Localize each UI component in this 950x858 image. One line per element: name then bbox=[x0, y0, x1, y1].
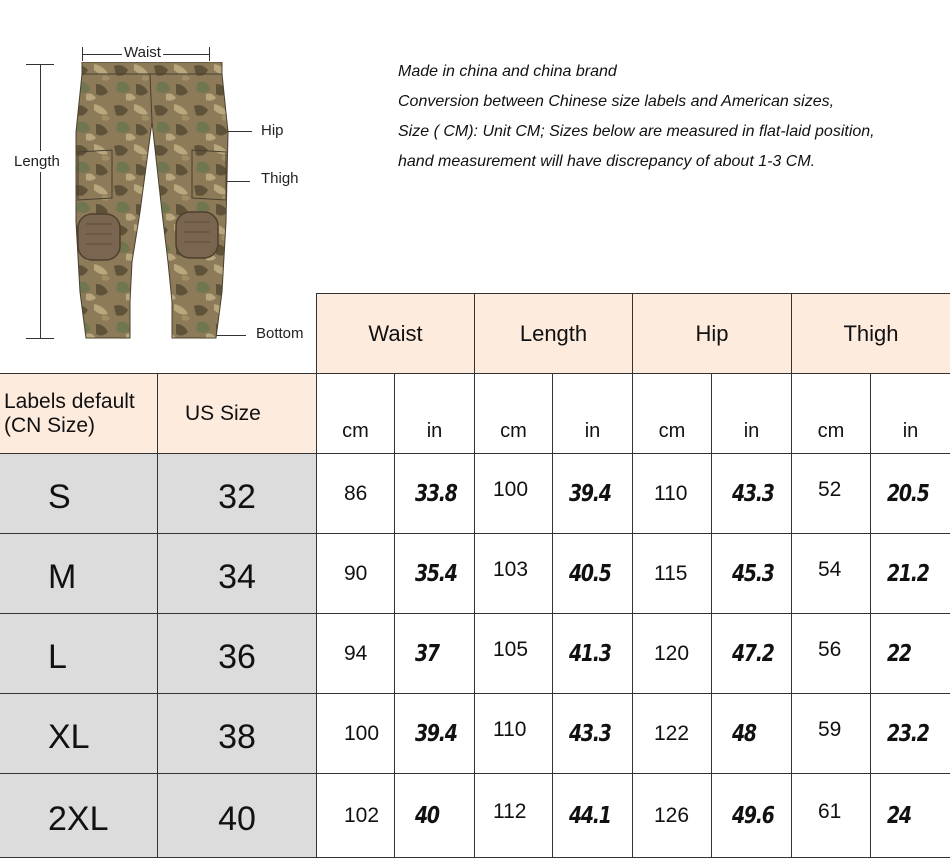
hip-in-value bbox=[712, 534, 792, 614]
waist-in-text: 39.4 bbox=[415, 720, 457, 747]
hip-label: Hip bbox=[261, 122, 284, 139]
unit-cm: cm bbox=[633, 374, 712, 454]
waist-in-text: 33.8 bbox=[415, 480, 457, 507]
unit-cm: cm bbox=[475, 374, 553, 454]
hip-in-value bbox=[712, 774, 792, 858]
thigh-cm-value: 56 bbox=[792, 614, 871, 694]
size-label: M bbox=[0, 534, 158, 614]
hip-in-text: 43.3 bbox=[732, 480, 774, 507]
waist-in-value bbox=[395, 614, 475, 694]
thigh-in-text: 24 bbox=[887, 802, 911, 829]
waist-cm-value: 94 bbox=[317, 614, 395, 694]
description-line: Made in china and china brand bbox=[398, 63, 617, 80]
hip-cm-value: 115 bbox=[633, 534, 712, 614]
hip-in-text: 47.2 bbox=[732, 640, 774, 667]
hip-cm-value: 120 bbox=[633, 614, 712, 694]
length-dimension-line bbox=[40, 64, 41, 338]
us-size-value: 40 bbox=[158, 774, 317, 858]
hip-cm-value: 126 bbox=[633, 774, 712, 858]
length-in-text: 39.4 bbox=[569, 480, 611, 507]
length-cm-value: 110 bbox=[475, 694, 553, 774]
thigh-in-value bbox=[871, 614, 950, 694]
hip-in-text: 49.6 bbox=[732, 802, 774, 829]
size-label: XL bbox=[0, 694, 158, 774]
thigh-in-value bbox=[871, 694, 950, 774]
header-cn-size-text: Labels default (CN Size) bbox=[4, 389, 135, 437]
thigh-label: Thigh bbox=[261, 170, 299, 187]
hip-cm-value: 110 bbox=[633, 454, 712, 534]
size-label: S bbox=[0, 454, 158, 534]
description-line: Conversion between Chinese size labels and American sizes, bbox=[398, 93, 835, 110]
waist-cm-value: 90 bbox=[317, 534, 395, 614]
waist-cm-value: 102 bbox=[317, 774, 395, 858]
header-hip: Hip bbox=[633, 294, 792, 374]
thigh-in-value bbox=[871, 454, 950, 534]
header-us-size bbox=[158, 374, 317, 454]
hip-in-value bbox=[712, 694, 792, 774]
unit-in: in bbox=[712, 374, 792, 454]
unit-in: in bbox=[871, 374, 950, 454]
length-cm-value: 100 bbox=[475, 454, 553, 534]
waist-in-text: 40 bbox=[415, 802, 439, 829]
length-in-value bbox=[553, 614, 633, 694]
header-us-size-text: US Size bbox=[185, 401, 261, 425]
waist-in-text: 35.4 bbox=[415, 560, 457, 587]
length-cm-value: 112 bbox=[475, 774, 553, 858]
thigh-cm-value: 61 bbox=[792, 774, 871, 858]
size-label: L bbox=[0, 614, 158, 694]
thigh-cm-value: 59 bbox=[792, 694, 871, 774]
size-label: 2XL bbox=[0, 774, 158, 858]
us-size-value: 34 bbox=[158, 534, 317, 614]
length-in-text: 40.5 bbox=[569, 560, 611, 587]
product-description bbox=[398, 60, 943, 180]
thigh-cm-value: 54 bbox=[792, 534, 871, 614]
thigh-in-text: 20.5 bbox=[887, 480, 929, 507]
waist-in-value bbox=[395, 534, 475, 614]
thigh-in-text: 23.2 bbox=[887, 720, 929, 747]
waist-in-value bbox=[395, 774, 475, 858]
thigh-in-text: 22 bbox=[887, 640, 911, 667]
length-label: Length bbox=[14, 153, 60, 170]
header-cn-size bbox=[0, 374, 158, 454]
hip-in-text: 45.3 bbox=[732, 560, 774, 587]
length-in-value bbox=[553, 694, 633, 774]
us-size-value: 36 bbox=[158, 614, 317, 694]
us-size-value: 32 bbox=[158, 454, 317, 534]
hip-in-value bbox=[712, 454, 792, 534]
waist-cm-value: 86 bbox=[317, 454, 395, 534]
waist-in-value bbox=[395, 454, 475, 534]
length-in-value bbox=[553, 774, 633, 858]
length-in-text: 43.3 bbox=[569, 720, 611, 747]
hip-in-value bbox=[712, 614, 792, 694]
camo-pants-image bbox=[72, 62, 232, 344]
length-in-value bbox=[553, 454, 633, 534]
unit-in: in bbox=[395, 374, 475, 454]
description-line: hand measurement will have discrepancy of about 1-3 CM. bbox=[398, 153, 816, 170]
unit-in: in bbox=[553, 374, 633, 454]
unit-cm: cm bbox=[792, 374, 871, 454]
waist-cm-value: 100 bbox=[317, 694, 395, 774]
unit-cm: cm bbox=[317, 374, 395, 454]
header-length: Length bbox=[475, 294, 633, 374]
thigh-in-value bbox=[871, 774, 950, 858]
bottom-label: Bottom bbox=[256, 325, 304, 342]
length-in-value bbox=[553, 534, 633, 614]
thigh-cm-value: 52 bbox=[792, 454, 871, 534]
us-size-value: 38 bbox=[158, 694, 317, 774]
length-in-text: 44.1 bbox=[569, 802, 611, 829]
length-in-text: 41.3 bbox=[569, 640, 611, 667]
waist-in-text: 37 bbox=[415, 640, 439, 667]
length-cm-value: 103 bbox=[475, 534, 553, 614]
waist-label: Waist bbox=[124, 44, 161, 61]
description-line: Size ( CM): Unit CM; Sizes below are measured in flat-laid position, bbox=[398, 123, 875, 140]
header-thigh: Thigh bbox=[792, 294, 950, 374]
thigh-in-value bbox=[871, 534, 950, 614]
length-cm-value: 105 bbox=[475, 614, 553, 694]
header-waist: Waist bbox=[317, 294, 475, 374]
waist-in-value bbox=[395, 694, 475, 774]
pants-measurement-diagram bbox=[0, 0, 316, 370]
hip-in-text: 48 bbox=[732, 720, 756, 747]
thigh-in-text: 21.2 bbox=[887, 560, 929, 587]
hip-cm-value: 122 bbox=[633, 694, 712, 774]
